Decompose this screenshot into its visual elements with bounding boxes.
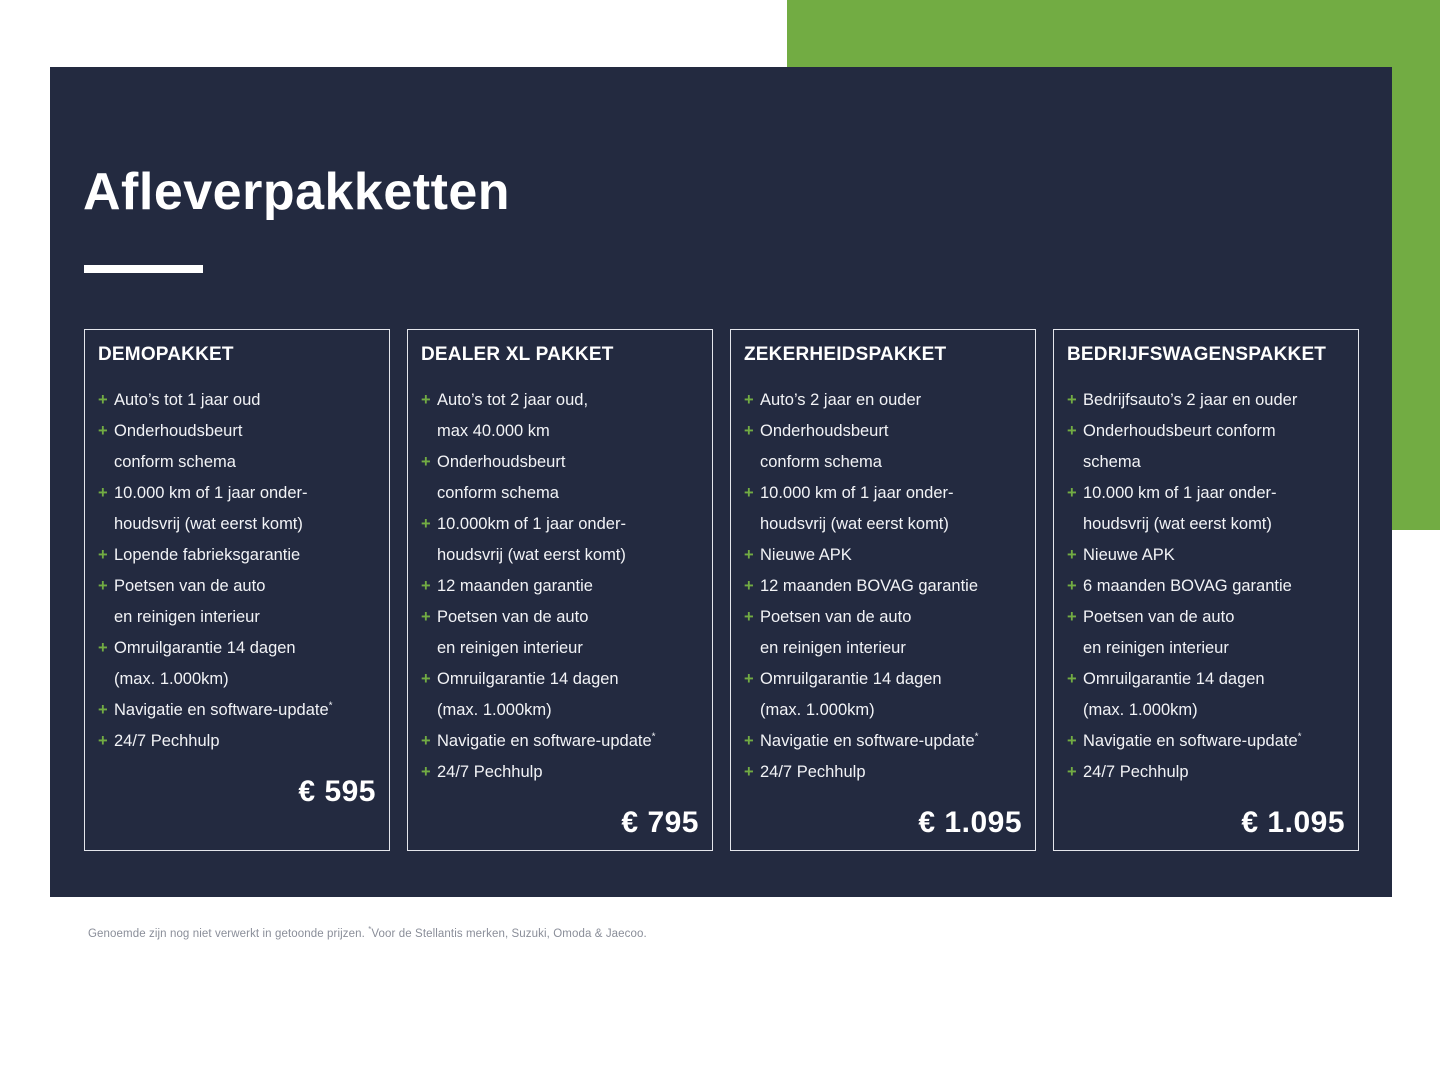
feature-line: Onderhoudsbeurt conform — [1083, 422, 1276, 440]
plus-bullet-icon: + — [1067, 391, 1077, 409]
plus-bullet-icon: + — [1067, 670, 1077, 688]
feature-item — [1067, 602, 1345, 664]
feature-list — [421, 385, 699, 788]
feature-item — [421, 664, 699, 726]
feature-item — [1067, 664, 1345, 726]
feature-line: schema — [1083, 453, 1141, 471]
feature-item — [98, 695, 376, 726]
feature-line: en reinigen interieur — [114, 608, 260, 626]
package-title: DEALER XL PAKKET — [421, 344, 614, 365]
asterisk-note: * — [974, 731, 979, 743]
footnote-text: Voor de Stellantis merken, Suzuki, Omoda & Jaecoo. — [371, 927, 647, 940]
package-card — [1053, 329, 1359, 851]
feature-line: 10.000 km of 1 jaar onder- — [760, 484, 954, 502]
feature-line: conform schema — [760, 453, 882, 471]
feature-line: (max. 1.000km) — [114, 670, 229, 688]
plus-bullet-icon: + — [421, 577, 431, 595]
plus-bullet-icon: + — [98, 639, 108, 657]
feature-item — [98, 385, 376, 416]
plus-bullet-icon: + — [98, 422, 108, 440]
feature-item — [744, 385, 1022, 416]
plus-bullet-icon: + — [744, 732, 754, 750]
feature-item — [1067, 416, 1345, 478]
feature-item — [421, 757, 699, 788]
feature-line: Navigatie en software-update* — [437, 731, 656, 750]
footnote-asterisk: * — [368, 925, 372, 934]
feature-line: 24/7 Pechhulp — [1083, 763, 1189, 781]
feature-list — [1067, 385, 1345, 788]
package-price: € 595 — [298, 775, 376, 808]
feature-line: Omruilgarantie 14 dagen — [114, 639, 296, 657]
feature-line: 10.000km of 1 jaar onder- — [437, 515, 626, 533]
package-card — [84, 329, 390, 851]
feature-line: Nieuwe APK — [1083, 546, 1175, 564]
plus-bullet-icon: + — [744, 608, 754, 626]
plus-bullet-icon: + — [1067, 422, 1077, 440]
feature-line: max 40.000 km — [437, 422, 550, 440]
feature-list — [744, 385, 1022, 788]
feature-item — [98, 416, 376, 478]
feature-item — [421, 447, 699, 509]
package-card — [730, 329, 1036, 851]
feature-line: Bedrijfsauto’s 2 jaar en ouder — [1083, 391, 1298, 409]
feature-line: houdsvrij (wat eerst komt) — [114, 515, 303, 533]
feature-line: 24/7 Pechhulp — [760, 763, 866, 781]
plus-bullet-icon: + — [421, 763, 431, 781]
feature-line: (max. 1.000km) — [1083, 701, 1198, 719]
feature-item — [1067, 385, 1345, 416]
feature-line: Omruilgarantie 14 dagen — [760, 670, 942, 688]
plus-bullet-icon: + — [744, 546, 754, 564]
feature-line: Nieuwe APK — [760, 546, 852, 564]
feature-line: 12 maanden garantie — [437, 577, 593, 595]
feature-item — [98, 478, 376, 540]
feature-item — [421, 385, 699, 447]
plus-bullet-icon: + — [421, 515, 431, 533]
plus-bullet-icon: + — [1067, 732, 1077, 750]
plus-bullet-icon: + — [744, 422, 754, 440]
page-title: Afleverpakketten — [83, 163, 511, 221]
feature-line: Lopende fabrieksgarantie — [114, 546, 301, 564]
feature-line: en reinigen interieur — [437, 639, 583, 657]
feature-line: Onderhoudsbeurt — [114, 422, 243, 440]
plus-bullet-icon: + — [421, 453, 431, 471]
feature-item — [1067, 571, 1345, 602]
feature-line: Omruilgarantie 14 dagen — [1083, 670, 1265, 688]
feature-item — [421, 726, 699, 757]
plus-bullet-icon: + — [98, 391, 108, 409]
plus-bullet-icon: + — [1067, 484, 1077, 502]
plus-bullet-icon: + — [98, 732, 108, 750]
feature-line: houdsvrij (wat eerst komt) — [760, 515, 949, 533]
plus-bullet-icon: + — [421, 732, 431, 750]
plus-bullet-icon: + — [421, 670, 431, 688]
feature-item — [98, 726, 376, 757]
asterisk-note: * — [651, 731, 656, 743]
feature-line: Onderhoudsbeurt — [760, 422, 889, 440]
feature-item — [421, 571, 699, 602]
feature-line: Onderhoudsbeurt — [437, 453, 566, 471]
feature-item — [744, 571, 1022, 602]
feature-item — [98, 633, 376, 695]
feature-line: 24/7 Pechhulp — [114, 732, 220, 750]
plus-bullet-icon: + — [744, 763, 754, 781]
feature-item — [98, 540, 376, 571]
plus-bullet-icon: + — [744, 484, 754, 502]
package-card — [407, 329, 713, 851]
feature-item — [421, 602, 699, 664]
package-title: ZEKERHEIDSPAKKET — [744, 344, 947, 365]
feature-item — [744, 757, 1022, 788]
feature-line: Poetsen van de auto — [114, 577, 266, 595]
feature-line: Navigatie en software-update* — [1083, 731, 1302, 750]
feature-line: Poetsen van de auto — [760, 608, 912, 626]
package-price: € 1.095 — [1241, 806, 1345, 839]
feature-item — [1067, 540, 1345, 571]
plus-bullet-icon: + — [421, 608, 431, 626]
feature-line: (max. 1.000km) — [760, 701, 875, 719]
feature-item — [1067, 757, 1345, 788]
main-panel — [50, 67, 1392, 897]
feature-line: Auto’s tot 2 jaar oud, — [437, 391, 589, 409]
feature-line: Auto’s 2 jaar en ouder — [760, 391, 922, 409]
package-price: € 795 — [621, 806, 699, 839]
feature-item — [744, 602, 1022, 664]
feature-item — [1067, 726, 1345, 757]
feature-item — [744, 478, 1022, 540]
plus-bullet-icon: + — [98, 577, 108, 595]
plus-bullet-icon: + — [744, 670, 754, 688]
plus-bullet-icon: + — [98, 484, 108, 502]
feature-list — [98, 385, 376, 757]
feature-line: en reinigen interieur — [760, 639, 906, 657]
feature-item — [744, 664, 1022, 726]
feature-item — [1067, 478, 1345, 540]
feature-line: Poetsen van de auto — [437, 608, 589, 626]
plus-bullet-icon: + — [744, 391, 754, 409]
package-title: DEMOPAKKET — [98, 344, 234, 365]
feature-item — [744, 416, 1022, 478]
feature-line: Auto’s tot 1 jaar oud — [114, 391, 261, 409]
title-underline — [84, 265, 203, 273]
feature-line: en reinigen interieur — [1083, 639, 1229, 657]
feature-line: conform schema — [437, 484, 559, 502]
plus-bullet-icon: + — [1067, 608, 1077, 626]
package-price: € 1.095 — [918, 806, 1022, 839]
feature-line: 10.000 km of 1 jaar onder- — [114, 484, 308, 502]
plus-bullet-icon: + — [421, 391, 431, 409]
feature-line: Navigatie en software-update* — [114, 700, 333, 719]
feature-item — [421, 509, 699, 571]
feature-line: Navigatie en software-update* — [760, 731, 979, 750]
plus-bullet-icon: + — [98, 701, 108, 719]
feature-line: 12 maanden BOVAG garantie — [760, 577, 978, 595]
plus-bullet-icon: + — [744, 577, 754, 595]
plus-bullet-icon: + — [1067, 763, 1077, 781]
feature-line: Omruilgarantie 14 dagen — [437, 670, 619, 688]
feature-line: 10.000 km of 1 jaar onder- — [1083, 484, 1277, 502]
asterisk-note: * — [328, 700, 333, 712]
asterisk-note: * — [1297, 731, 1302, 743]
feature-item — [744, 726, 1022, 757]
footnote — [88, 925, 647, 940]
feature-item — [744, 540, 1022, 571]
plus-bullet-icon: + — [1067, 577, 1077, 595]
feature-line: houdsvrij (wat eerst komt) — [437, 546, 626, 564]
feature-line: 6 maanden BOVAG garantie — [1083, 577, 1292, 595]
feature-line: (max. 1.000km) — [437, 701, 552, 719]
footnote-text: Genoemde zijn nog niet verwerkt in getoonde prijzen. — [88, 927, 369, 940]
feature-line: 24/7 Pechhulp — [437, 763, 543, 781]
plus-bullet-icon: + — [1067, 546, 1077, 564]
feature-item — [98, 571, 376, 633]
feature-line: Poetsen van de auto — [1083, 608, 1235, 626]
feature-line: houdsvrij (wat eerst komt) — [1083, 515, 1272, 533]
feature-line: conform schema — [114, 453, 236, 471]
package-title: BEDRIJFSWAGENSPAKKET — [1067, 344, 1327, 365]
plus-bullet-icon: + — [98, 546, 108, 564]
package-cards — [84, 329, 1359, 851]
